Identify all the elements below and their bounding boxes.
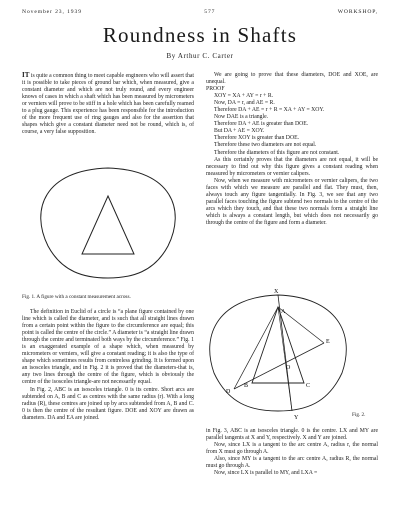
figure-2-diagram [206, 283, 378, 423]
right-bottom-paragraph-3: Also, since MY is a tangent to the arc centre A, radius R, the normal must go through A. [206, 456, 378, 470]
fig2-label-b: B [244, 383, 249, 389]
proof-intro: We are going to prove that these diameters, DOE and XOE, are unequal. [206, 72, 378, 86]
left-body-paragraph-1: The definition in Euclid of a circle is “a plane figure contained by one line which is called the diameter, and is such that all straight lines drawn from a certain point within the figure to the circumference are equal; this point is called the centre of the circle.” A diameter is “a straight line drawn through the centre and terminated both ways by the circumference.” Fig. 1 is an exaggerated example of a shape which, when measured by micrometers or verniers, will give a constant reading; it is also the type of shape which sometimes results from centreless grinding. It is formed upon an isosceles triangle, and in Fig. 2 it is proved that the diameters-that is, any two lines through the centre of the figure, which is obviously the centre of the isosceles triangle-are not necessarily equal. [22, 309, 194, 386]
proof-line-4: Now DAE is a triangle. [214, 114, 269, 121]
fig2-label-e: E [326, 339, 330, 345]
fig2-triangle [252, 307, 304, 383]
article-title: Roundness in Shafts [102, 23, 298, 47]
proof-line-8: Therefore these two diameters are not equal. [214, 142, 317, 149]
right-bottom-paragraph-4: Now, since LX is parallel to MY, and LXA = [214, 470, 318, 477]
right-column-bottom [206, 428, 378, 477]
left-body-paragraph-2: In Fig. 2, ABC is an isosceles triangle. 0 is its centre. Short arcs are subtended on A, B and C as centres with the same radius (r). With a long radius (R), these centres are joined up by arcs subtended from A, B and C. 0 is then the centre of the resultant figure. DOE and XOY are drawn as diameters. DA and EA are joined. [22, 386, 194, 421]
fig2-line-ya [278, 307, 292, 411]
fig1-triangle [82, 196, 134, 254]
fig2-label-x: X [274, 289, 279, 295]
proof-line-7: Therefore XOY is greater than DOE. [214, 135, 300, 142]
fig1-outline [41, 168, 175, 278]
fig2-line-da [234, 307, 278, 389]
left-column-intro [22, 72, 194, 136]
right-paragraph-2: Now, when we measure with micrometers or vernier calipers, the two faces with which we measure are parallel and flat. They must, then, always touch any figure tangentially. In Fig. 3, we see that any two parallel faces touching the figure subtend two normals to the centre of the arcs which they touch, and that these two normals form a straight line which is always a constant length, but which does not necessarily go through the centre of the figure and form a diameter. [206, 177, 378, 226]
figure-1-reuleaux-shape [22, 160, 194, 284]
proof-line-5: Therefore DA + AE is greater than DOE. [214, 121, 309, 128]
fig2-label-o: O [286, 365, 291, 371]
proof-line-9: Therefore the diameters of this figure are not constant. [214, 149, 340, 156]
right-column-proof [206, 72, 378, 227]
figure-1-caption: Fig. 1. A figure with a constant measurement across. [22, 294, 131, 300]
header-section: WORKSHOP, [337, 9, 378, 15]
proof-line-2: Now, DA = r, and AE = R. [214, 100, 275, 107]
fig2-label-d: D [226, 389, 231, 395]
right-bottom-paragraph-1: in Fig. 3, ABC is an isosceles triangle. 0 is the centre. LX and MY are parallel tangents at X and Y, respectively. X and Y are joined. [206, 428, 378, 442]
proof-line-3: Therefore DA + AE = r + R = XA + AY = XOY. [214, 107, 325, 114]
article-byline: By Arthur C. Carter [166, 52, 234, 60]
left-column-body [22, 309, 194, 422]
proof-line-1: XOY = XA + AY = r + R. [214, 93, 274, 100]
proof-line-6: But DA + AE = XOY. [214, 128, 265, 135]
header-date: November 23, 1939 [22, 9, 82, 15]
right-paragraph-1: As this certainly proves that the diameters are not equal, it will be necessary to find out why this figure gives a constant reading when measured by micrometers or vernier calipers. [206, 156, 378, 177]
fig2-label-y: Y [294, 415, 299, 421]
intro-text: is quite a common thing to meet capable engineers who will assert that it is possible to take pieces of ground bar which, when measured, give a constant diameter and which are not truly round, and every engineer knows of cases in which a shaft which has been measured by micrometers or verniers will prove to be stiff in a hole which has been carefully reamed to a plug gauge. This experience has been responsible for the introduction of the more frequent use of ring gauges and also for the assertion that shapes which give a constant diameter need not be round, which is, of course, a very false supposition. [22, 73, 194, 136]
proof-label: PROOF [206, 86, 225, 93]
figure-2-caption: Fig. 2. [352, 412, 366, 418]
lead-letters: IT [22, 71, 30, 79]
intro-paragraph [22, 72, 194, 136]
fig2-label-c: C [306, 383, 311, 389]
right-bottom-paragraph-2: Now, since LX is a tangent to the arc centre A, radius r, the normal from X must go through A. [206, 442, 378, 456]
header-page-number: 577 [204, 9, 216, 15]
fig2-label-a: A [281, 309, 286, 315]
running-head [22, 9, 378, 19]
